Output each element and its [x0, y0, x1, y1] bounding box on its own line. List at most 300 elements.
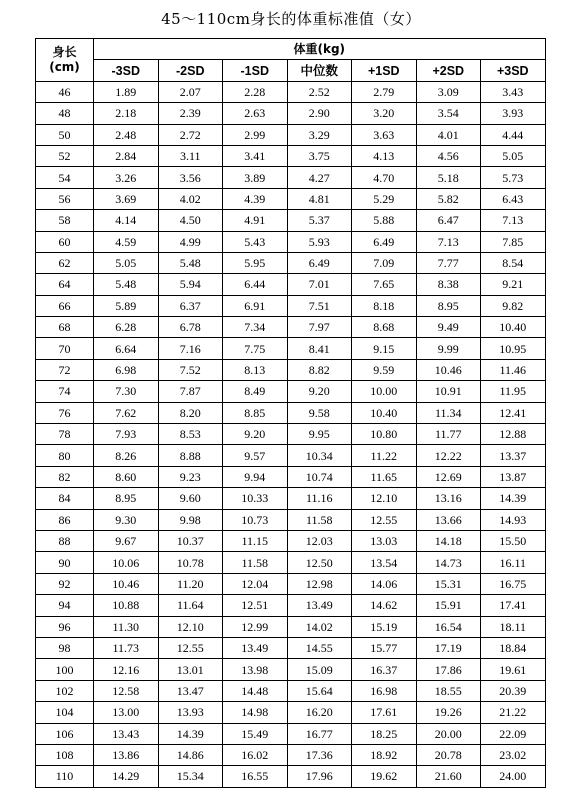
table-row: [36, 231, 546, 252]
plus-1sd-cell: 10.40: [352, 402, 417, 423]
table-row: [36, 573, 546, 594]
minus-2sd-cell: 13.01: [158, 659, 223, 680]
length-cell: 54: [36, 167, 94, 188]
plus-3sd-cell: 23.02: [481, 744, 546, 765]
minus-1sd-cell: 8.85: [223, 402, 288, 423]
minus-2sd-cell: 9.60: [158, 488, 223, 509]
length-cell: 110: [36, 766, 94, 787]
minus-2sd-cell: 11.20: [158, 573, 223, 594]
plus-2sd-cell: 19.26: [416, 702, 481, 723]
plus-1sd-cell: 19.62: [352, 766, 417, 787]
plus-1sd-cell: 5.29: [352, 188, 417, 209]
minus-1sd-cell: 8.49: [223, 381, 288, 402]
minus-3sd-cell: 10.46: [94, 573, 159, 594]
minus-3sd-cell: 1.89: [94, 81, 159, 102]
minus-2sd-cell: 10.37: [158, 530, 223, 551]
plus-3sd-cell: 18.84: [481, 637, 546, 658]
plus-3sd-cell: 13.87: [481, 466, 546, 487]
minus-2sd-cell: 13.47: [158, 680, 223, 701]
plus-3sd-cell: 3.43: [481, 81, 546, 102]
header-row-top: [36, 39, 546, 60]
minus-3sd-cell: 4.14: [94, 210, 159, 231]
minus-3sd-cell: 3.69: [94, 188, 159, 209]
minus-1sd-cell: 8.13: [223, 359, 288, 380]
plus-3sd-cell: 18.11: [481, 616, 546, 637]
table-row: [36, 680, 546, 701]
plus-2sd-cell: 17.86: [416, 659, 481, 680]
plus-2sd-cell: 13.16: [416, 488, 481, 509]
length-cell: 70: [36, 338, 94, 359]
median-cell: 7.51: [287, 295, 352, 316]
table-row: [36, 295, 546, 316]
minus-3sd-cell: 7.62: [94, 402, 159, 423]
median-cell: 15.64: [287, 680, 352, 701]
plus-2sd-cell: 14.73: [416, 552, 481, 573]
minus-2sd-cell: 4.50: [158, 210, 223, 231]
table-row: [36, 81, 546, 102]
table-row: [36, 595, 546, 616]
length-cell: 94: [36, 595, 94, 616]
plus-2sd-cell: 7.13: [416, 231, 481, 252]
median-cell: 6.49: [287, 252, 352, 273]
minus-1sd-cell: 9.94: [223, 466, 288, 487]
median-cell: 9.95: [287, 424, 352, 445]
minus-3sd-cell: 5.05: [94, 252, 159, 273]
minus-3sd-cell: 13.43: [94, 723, 159, 744]
length-cell: 58: [36, 210, 94, 231]
table-row: [36, 424, 546, 445]
length-cell: 66: [36, 295, 94, 316]
length-cell: 46: [36, 81, 94, 102]
length-cell: 52: [36, 145, 94, 166]
column-header-minus-1sd: -1SD: [223, 60, 288, 81]
median-cell: 10.74: [287, 466, 352, 487]
table-row: [36, 659, 546, 680]
median-cell: 11.58: [287, 509, 352, 530]
minus-3sd-cell: 14.29: [94, 766, 159, 787]
plus-2sd-cell: 6.47: [416, 210, 481, 231]
length-cell: 74: [36, 381, 94, 402]
minus-1sd-cell: 2.63: [223, 103, 288, 124]
length-cell: 64: [36, 274, 94, 295]
minus-3sd-cell: 2.48: [94, 124, 159, 145]
table-row: [36, 359, 546, 380]
table-row: [36, 167, 546, 188]
plus-2sd-cell: 9.49: [416, 317, 481, 338]
plus-2sd-cell: 17.19: [416, 637, 481, 658]
length-cell: 82: [36, 466, 94, 487]
plus-3sd-cell: 22.09: [481, 723, 546, 744]
plus-1sd-cell: 14.62: [352, 595, 417, 616]
table-row: [36, 637, 546, 658]
minus-2sd-cell: 10.78: [158, 552, 223, 573]
minus-3sd-cell: 6.64: [94, 338, 159, 359]
minus-1sd-cell: 9.57: [223, 445, 288, 466]
plus-2sd-cell: 10.46: [416, 359, 481, 380]
minus-2sd-cell: 9.98: [158, 509, 223, 530]
minus-3sd-cell: 11.73: [94, 637, 159, 658]
minus-2sd-cell: 7.16: [158, 338, 223, 359]
table-row: [36, 766, 546, 787]
page-title: 45～110cm身长的体重标准值（女）: [161, 10, 421, 28]
minus-2sd-cell: 9.23: [158, 466, 223, 487]
plus-1sd-cell: 4.70: [352, 167, 417, 188]
minus-3sd-cell: 12.58: [94, 680, 159, 701]
column-header-minus-3sd: -3SD: [94, 60, 159, 81]
plus-3sd-cell: 5.73: [481, 167, 546, 188]
minus-2sd-cell: 5.48: [158, 252, 223, 273]
median-cell: 2.90: [287, 103, 352, 124]
minus-1sd-cell: 2.99: [223, 124, 288, 145]
minus-1sd-cell: 16.55: [223, 766, 288, 787]
length-cell: 84: [36, 488, 94, 509]
plus-2sd-cell: 13.66: [416, 509, 481, 530]
minus-3sd-cell: 5.48: [94, 274, 159, 295]
length-cell: 88: [36, 530, 94, 551]
plus-2sd-cell: 5.82: [416, 188, 481, 209]
plus-3sd-cell: 13.37: [481, 445, 546, 466]
plus-3sd-cell: 12.88: [481, 424, 546, 445]
plus-1sd-cell: 8.68: [352, 317, 417, 338]
minus-3sd-cell: 8.26: [94, 445, 159, 466]
median-cell: 9.20: [287, 381, 352, 402]
table-row: [36, 702, 546, 723]
plus-2sd-cell: 11.34: [416, 402, 481, 423]
table-row: [36, 744, 546, 765]
median-cell: 12.03: [287, 530, 352, 551]
plus-3sd-cell: 8.54: [481, 252, 546, 273]
minus-1sd-cell: 16.02: [223, 744, 288, 765]
plus-3sd-cell: 20.39: [481, 680, 546, 701]
minus-3sd-cell: 11.30: [94, 616, 159, 637]
plus-2sd-cell: 16.54: [416, 616, 481, 637]
table-body: [36, 81, 546, 787]
minus-2sd-cell: 12.55: [158, 637, 223, 658]
plus-1sd-cell: 10.80: [352, 424, 417, 445]
minus-2sd-cell: 2.39: [158, 103, 223, 124]
minus-2sd-cell: 15.34: [158, 766, 223, 787]
table-row: [36, 552, 546, 573]
median-cell: 4.81: [287, 188, 352, 209]
minus-2sd-cell: 4.99: [158, 231, 223, 252]
length-cell: 86: [36, 509, 94, 530]
plus-1sd-cell: 2.79: [352, 81, 417, 102]
plus-1sd-cell: 13.54: [352, 552, 417, 573]
plus-3sd-cell: 17.41: [481, 595, 546, 616]
median-cell: 12.50: [287, 552, 352, 573]
minus-1sd-cell: 2.28: [223, 81, 288, 102]
plus-3sd-cell: 11.46: [481, 359, 546, 380]
table-row: [36, 124, 546, 145]
plus-2sd-cell: 18.55: [416, 680, 481, 701]
minus-3sd-cell: 2.18: [94, 103, 159, 124]
plus-2sd-cell: 3.09: [416, 81, 481, 102]
plus-2sd-cell: 4.01: [416, 124, 481, 145]
minus-2sd-cell: 14.86: [158, 744, 223, 765]
length-cell: 72: [36, 359, 94, 380]
minus-2sd-cell: 8.53: [158, 424, 223, 445]
minus-3sd-cell: 10.88: [94, 595, 159, 616]
minus-1sd-cell: 12.04: [223, 573, 288, 594]
minus-3sd-cell: 5.89: [94, 295, 159, 316]
plus-1sd-cell: 15.77: [352, 637, 417, 658]
table-row: [36, 338, 546, 359]
plus-1sd-cell: 18.92: [352, 744, 417, 765]
length-cell: 90: [36, 552, 94, 573]
plus-1sd-cell: 7.09: [352, 252, 417, 273]
plus-2sd-cell: 7.77: [416, 252, 481, 273]
plus-2sd-cell: 10.91: [416, 381, 481, 402]
median-cell: 16.77: [287, 723, 352, 744]
table-row: [36, 188, 546, 209]
minus-3sd-cell: 8.60: [94, 466, 159, 487]
minus-2sd-cell: 4.02: [158, 188, 223, 209]
minus-3sd-cell: 10.06: [94, 552, 159, 573]
length-cell: 100: [36, 659, 94, 680]
minus-1sd-cell: 5.95: [223, 252, 288, 273]
plus-2sd-cell: 8.38: [416, 274, 481, 295]
weight-header: 体重(kg): [94, 39, 546, 60]
minus-1sd-cell: 12.51: [223, 595, 288, 616]
plus-3sd-cell: 14.39: [481, 488, 546, 509]
minus-1sd-cell: 14.98: [223, 702, 288, 723]
plus-3sd-cell: 21.22: [481, 702, 546, 723]
length-cell: 92: [36, 573, 94, 594]
plus-1sd-cell: 9.59: [352, 359, 417, 380]
minus-3sd-cell: 6.98: [94, 359, 159, 380]
length-cell: 48: [36, 103, 94, 124]
median-cell: 2.52: [287, 81, 352, 102]
minus-1sd-cell: 11.58: [223, 552, 288, 573]
plus-2sd-cell: 20.00: [416, 723, 481, 744]
column-header-plus-1sd: +1SD: [352, 60, 417, 81]
table-row: [36, 145, 546, 166]
table-row: [36, 466, 546, 487]
table-row: [36, 530, 546, 551]
length-cell: 104: [36, 702, 94, 723]
minus-2sd-cell: 11.64: [158, 595, 223, 616]
plus-1sd-cell: 8.18: [352, 295, 417, 316]
plus-2sd-cell: 12.22: [416, 445, 481, 466]
plus-2sd-cell: 20.78: [416, 744, 481, 765]
plus-3sd-cell: 7.85: [481, 231, 546, 252]
column-header-median: 中位数: [287, 60, 352, 81]
median-cell: 11.16: [287, 488, 352, 509]
plus-3sd-cell: 11.95: [481, 381, 546, 402]
length-cell: 102: [36, 680, 94, 701]
median-cell: 7.01: [287, 274, 352, 295]
minus-1sd-cell: 6.44: [223, 274, 288, 295]
table-row: [36, 317, 546, 338]
minus-2sd-cell: 3.56: [158, 167, 223, 188]
minus-3sd-cell: 2.84: [94, 145, 159, 166]
median-cell: 17.36: [287, 744, 352, 765]
plus-1sd-cell: 12.55: [352, 509, 417, 530]
median-cell: 14.02: [287, 616, 352, 637]
plus-3sd-cell: 7.13: [481, 210, 546, 231]
plus-2sd-cell: 15.91: [416, 595, 481, 616]
minus-1sd-cell: 9.20: [223, 424, 288, 445]
column-header-minus-2sd: -2SD: [158, 60, 223, 81]
plus-2sd-cell: 12.69: [416, 466, 481, 487]
minus-1sd-cell: 11.15: [223, 530, 288, 551]
minus-3sd-cell: 9.30: [94, 509, 159, 530]
plus-1sd-cell: 3.63: [352, 124, 417, 145]
column-header-plus-3sd: +3SD: [481, 60, 546, 81]
plus-1sd-cell: 13.03: [352, 530, 417, 551]
column-header-plus-2sd: +2SD: [416, 60, 481, 81]
minus-1sd-cell: 4.39: [223, 188, 288, 209]
minus-2sd-cell: 7.87: [158, 381, 223, 402]
plus-1sd-cell: 9.15: [352, 338, 417, 359]
minus-2sd-cell: 8.88: [158, 445, 223, 466]
plus-1sd-cell: 7.65: [352, 274, 417, 295]
median-cell: 17.96: [287, 766, 352, 787]
median-cell: 8.41: [287, 338, 352, 359]
minus-1sd-cell: 14.48: [223, 680, 288, 701]
plus-2sd-cell: 5.18: [416, 167, 481, 188]
median-cell: 5.93: [287, 231, 352, 252]
weight-standard-table: [35, 38, 546, 788]
table-row: [36, 103, 546, 124]
plus-3sd-cell: 15.50: [481, 530, 546, 551]
minus-1sd-cell: 13.98: [223, 659, 288, 680]
length-cell: 106: [36, 723, 94, 744]
length-cell: 96: [36, 616, 94, 637]
plus-3sd-cell: 24.00: [481, 766, 546, 787]
plus-3sd-cell: 9.21: [481, 274, 546, 295]
plus-1sd-cell: 11.22: [352, 445, 417, 466]
minus-2sd-cell: 8.20: [158, 402, 223, 423]
plus-2sd-cell: 21.60: [416, 766, 481, 787]
minus-2sd-cell: 14.39: [158, 723, 223, 744]
length-header-label: 身长: [52, 44, 77, 59]
length-cell: 60: [36, 231, 94, 252]
plus-3sd-cell: 16.75: [481, 573, 546, 594]
median-cell: 10.34: [287, 445, 352, 466]
minus-2sd-cell: 7.52: [158, 359, 223, 380]
length-cell: 80: [36, 445, 94, 466]
minus-2sd-cell: 2.07: [158, 81, 223, 102]
minus-1sd-cell: 7.75: [223, 338, 288, 359]
table-row: [36, 274, 546, 295]
minus-3sd-cell: 12.16: [94, 659, 159, 680]
plus-2sd-cell: 15.31: [416, 573, 481, 594]
plus-1sd-cell: 4.13: [352, 145, 417, 166]
minus-2sd-cell: 12.10: [158, 616, 223, 637]
plus-3sd-cell: 12.41: [481, 402, 546, 423]
table-row: [36, 402, 546, 423]
length-cell: 98: [36, 637, 94, 658]
minus-2sd-cell: 3.11: [158, 145, 223, 166]
length-cell: 56: [36, 188, 94, 209]
plus-1sd-cell: 16.98: [352, 680, 417, 701]
minus-3sd-cell: 7.30: [94, 381, 159, 402]
median-cell: 13.49: [287, 595, 352, 616]
table-header: [36, 39, 546, 82]
median-cell: 7.97: [287, 317, 352, 338]
length-cell: 68: [36, 317, 94, 338]
minus-3sd-cell: 6.28: [94, 317, 159, 338]
median-cell: 4.27: [287, 167, 352, 188]
minus-2sd-cell: 6.37: [158, 295, 223, 316]
plus-2sd-cell: 4.56: [416, 145, 481, 166]
length-cell: 108: [36, 744, 94, 765]
plus-2sd-cell: 3.54: [416, 103, 481, 124]
table-row: [36, 509, 546, 530]
table-row: [36, 488, 546, 509]
minus-1sd-cell: 3.41: [223, 145, 288, 166]
minus-1sd-cell: 15.49: [223, 723, 288, 744]
length-cell: 78: [36, 424, 94, 445]
length-header: [36, 39, 94, 82]
minus-3sd-cell: 13.00: [94, 702, 159, 723]
minus-1sd-cell: 6.91: [223, 295, 288, 316]
table-row: [36, 445, 546, 466]
length-cell: 62: [36, 252, 94, 273]
plus-3sd-cell: 19.61: [481, 659, 546, 680]
minus-3sd-cell: 9.67: [94, 530, 159, 551]
length-header-unit: (cm): [49, 59, 80, 74]
plus-1sd-cell: 10.00: [352, 381, 417, 402]
minus-3sd-cell: 13.86: [94, 744, 159, 765]
median-cell: 16.20: [287, 702, 352, 723]
header-row-columns: [36, 60, 546, 81]
plus-1sd-cell: 16.37: [352, 659, 417, 680]
minus-2sd-cell: 13.93: [158, 702, 223, 723]
minus-1sd-cell: 10.33: [223, 488, 288, 509]
plus-3sd-cell: 10.40: [481, 317, 546, 338]
plus-1sd-cell: 17.61: [352, 702, 417, 723]
plus-3sd-cell: 5.05: [481, 145, 546, 166]
plus-1sd-cell: 12.10: [352, 488, 417, 509]
plus-2sd-cell: 8.95: [416, 295, 481, 316]
minus-1sd-cell: 7.34: [223, 317, 288, 338]
plus-2sd-cell: 11.77: [416, 424, 481, 445]
plus-3sd-cell: 14.93: [481, 509, 546, 530]
minus-1sd-cell: 13.49: [223, 637, 288, 658]
minus-3sd-cell: 3.26: [94, 167, 159, 188]
plus-3sd-cell: 10.95: [481, 338, 546, 359]
plus-1sd-cell: 15.19: [352, 616, 417, 637]
median-cell: 8.82: [287, 359, 352, 380]
length-cell: 50: [36, 124, 94, 145]
median-cell: 3.75: [287, 145, 352, 166]
table-row: [36, 252, 546, 273]
plus-3sd-cell: 4.44: [481, 124, 546, 145]
plus-1sd-cell: 5.88: [352, 210, 417, 231]
minus-1sd-cell: 5.43: [223, 231, 288, 252]
median-cell: 9.58: [287, 402, 352, 423]
plus-1sd-cell: 18.25: [352, 723, 417, 744]
table-row: [36, 381, 546, 402]
plus-2sd-cell: 14.18: [416, 530, 481, 551]
median-cell: 14.55: [287, 637, 352, 658]
plus-3sd-cell: 3.93: [481, 103, 546, 124]
table-row: [36, 723, 546, 744]
minus-2sd-cell: 2.72: [158, 124, 223, 145]
plus-1sd-cell: 14.06: [352, 573, 417, 594]
length-cell: 76: [36, 402, 94, 423]
minus-2sd-cell: 5.94: [158, 274, 223, 295]
plus-1sd-cell: 3.20: [352, 103, 417, 124]
median-cell: 15.09: [287, 659, 352, 680]
minus-1sd-cell: 4.91: [223, 210, 288, 231]
plus-2sd-cell: 9.99: [416, 338, 481, 359]
minus-1sd-cell: 12.99: [223, 616, 288, 637]
plus-3sd-cell: 16.11: [481, 552, 546, 573]
plus-3sd-cell: 9.82: [481, 295, 546, 316]
